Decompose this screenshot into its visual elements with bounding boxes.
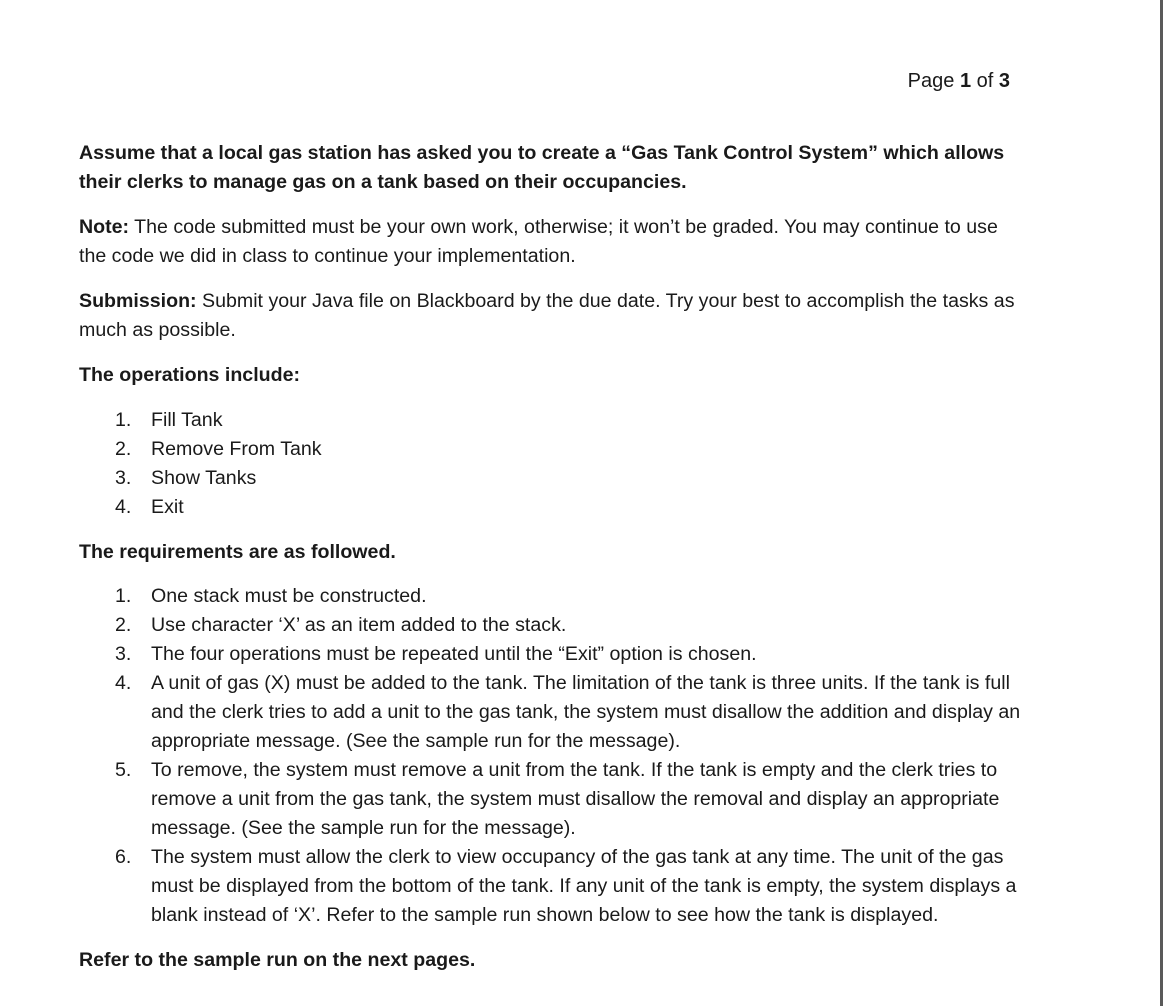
list-item-text: The four operations must be repeated until the “Exit” option is chosen. bbox=[151, 643, 757, 665]
list-item-text: Remove From Tank bbox=[151, 437, 322, 460]
list-item-text: Exit bbox=[151, 495, 184, 518]
list-item-number: 2. bbox=[115, 614, 132, 636]
list-item-number: 2. bbox=[115, 437, 132, 460]
list-item-number: 3. bbox=[115, 643, 132, 665]
note-text: The code submitted must be your own work, otherwise; it won’t be graded. You may continue to use the code we did in class to continue your implementation. bbox=[79, 216, 998, 267]
list-item-text: One stack must be constructed. bbox=[151, 585, 427, 607]
submission-text: Submit your Java file on Blackboard by the due date. Try your best to accomplish the tasks as much as possible. bbox=[79, 290, 1015, 341]
list-item bbox=[79, 843, 1024, 930]
list-item bbox=[79, 640, 1024, 669]
list-item-text: Show Tanks bbox=[151, 466, 257, 489]
list-item-number: 5. bbox=[115, 759, 132, 781]
list-item-text: Use character ‘X’ as an item added to the stack. bbox=[151, 614, 567, 636]
operations-list bbox=[79, 406, 1024, 522]
list-item bbox=[79, 435, 1024, 464]
list-item-number: 3. bbox=[115, 466, 132, 489]
operations-heading: The operations include: bbox=[79, 364, 300, 386]
list-item-text: A unit of gas (X) must be added to the tank. The limitation of the tank is three units. If the tank is full and the clerk tries to add a unit to the gas tank, the system must disallow the addition and display an appropriate message. (See the sample run for the message). bbox=[151, 672, 1021, 752]
requirements-list bbox=[79, 582, 1024, 930]
list-item bbox=[79, 582, 1024, 611]
list-item-number: 1. bbox=[115, 585, 132, 607]
list-item bbox=[79, 464, 1024, 493]
list-item bbox=[79, 669, 1024, 756]
current-page-number: 1 bbox=[959, 70, 972, 92]
list-item-number: 4. bbox=[115, 495, 132, 518]
list-item-number: 6. bbox=[115, 846, 132, 868]
note-paragraph bbox=[79, 213, 1024, 270]
list-item bbox=[79, 493, 1024, 522]
submission-paragraph bbox=[79, 287, 1024, 344]
list-item-number: 1. bbox=[115, 408, 132, 431]
list-item-number: 4. bbox=[115, 672, 132, 694]
document-body bbox=[79, 139, 1024, 975]
page-number-header bbox=[908, 68, 1010, 94]
of-word: of bbox=[976, 70, 994, 92]
list-item-text: The system must allow the clerk to view occupancy of the gas tank at any time. The unit of the gas must be displayed from the bottom of the tank. If any unit of the tank is empty, the system displays a blank instead of ‘X’. Refer to the sample run shown below to see how the tank is displayed. bbox=[151, 846, 1017, 926]
requirements-heading: The requirements are as followed. bbox=[79, 540, 396, 563]
list-item-text: To remove, the system must remove a unit from the tank. If the tank is empty and the clerk tries to remove a unit from the gas tank, the system must disallow the removal and display an appropriate message. (See the sample run for the message). bbox=[151, 759, 1000, 839]
intro-paragraph: Assume that a local gas station has asked you to create a “Gas Tank Control System” which allows their clerks to manage gas on a tank based on their occupancies. bbox=[79, 142, 1005, 193]
page-word: Page bbox=[907, 70, 955, 92]
note-label: Note: bbox=[79, 216, 130, 238]
list-item bbox=[79, 611, 1024, 640]
list-item bbox=[79, 406, 1024, 435]
list-item-text: Fill Tank bbox=[151, 408, 223, 431]
list-item bbox=[79, 756, 1024, 843]
total-page-count: 3 bbox=[998, 70, 1010, 92]
page-edge-divider bbox=[1160, 0, 1163, 1006]
sample-run-reference: Refer to the sample run on the next pages. bbox=[79, 949, 476, 971]
submission-label: Submission: bbox=[79, 290, 197, 312]
